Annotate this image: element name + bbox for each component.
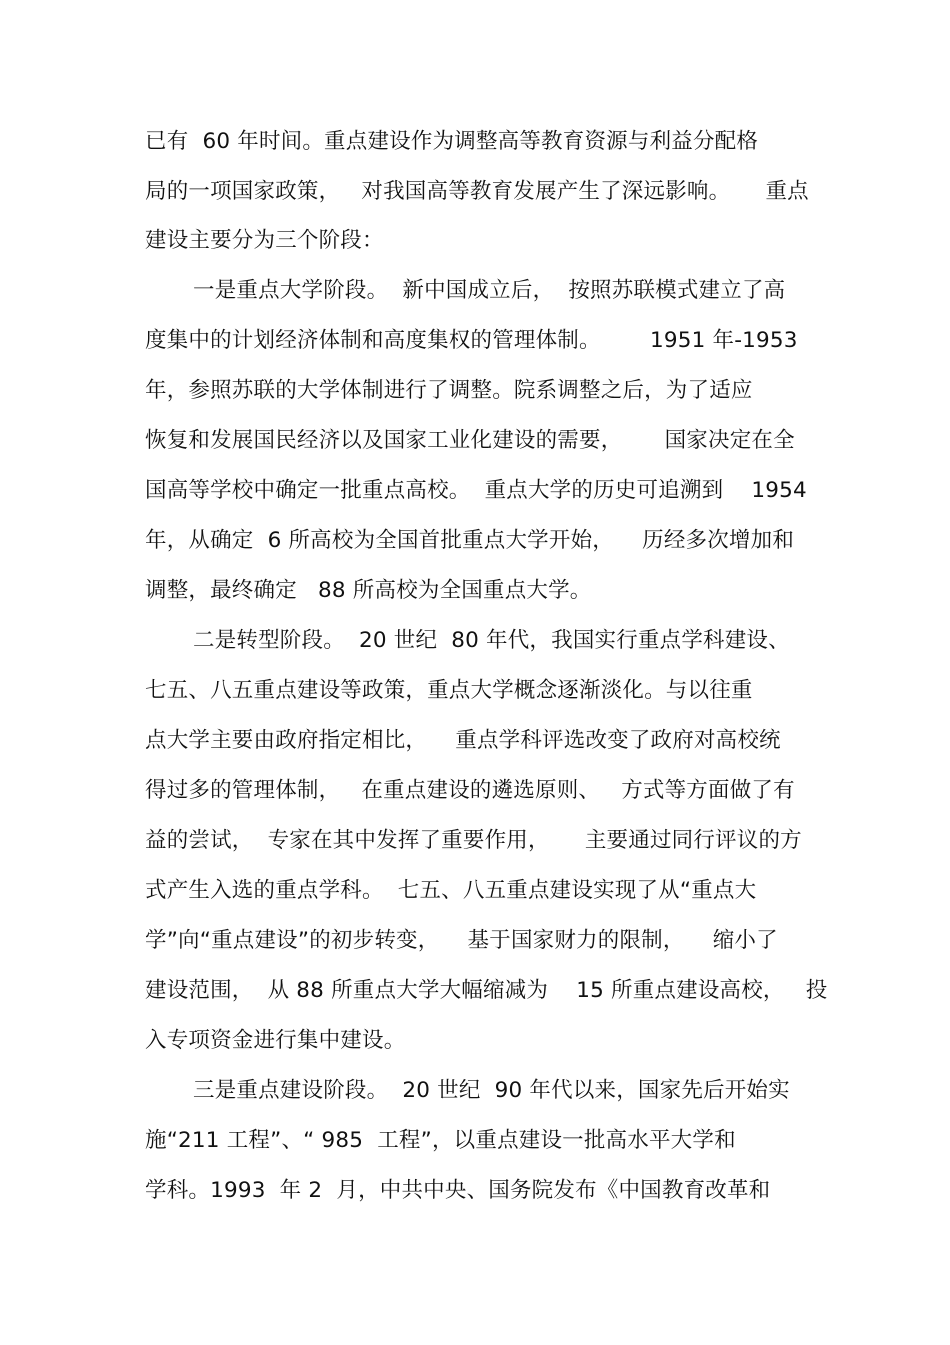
text-line: 七五、八五重点建设等政策，重点大学概念逐渐淡化。与以往重 — [145, 678, 753, 703]
text-line: 年，参照苏联的大学体制进行了调整。院系调整之后，为了适应 — [145, 378, 753, 403]
paragraph-start-line: 二是转型阶段。 20 世纪 80 年代，我国实行重点学科建设、 — [193, 628, 790, 653]
text-line: 施“211 工程”、“ 985 工程”，以重点建设一批高水平大学和 — [145, 1128, 736, 1153]
text-line: 学科。1993 年 2 月，中共中央、国务院发布《中国教育改革和 — [145, 1178, 771, 1203]
text-line: 国高等学校中确定一批重点高校。 重点大学的历史可追溯到 1954 — [145, 478, 807, 503]
text-line: 学”向“重点建设”的初步转变， 基于国家财力的限制， 缩小了 — [145, 928, 778, 953]
text-line: 已有 60 年时间。重点建设作为调整高等教育资源与利益分配格 — [145, 129, 759, 154]
text-line: 入专项资金进行集中建设。 — [145, 1028, 406, 1053]
text-line: 年，从确定 6 所高校为全国首批重点大学开始， 历经多次增加和 — [145, 528, 795, 553]
text-line: 度集中的计划经济体制和高度集权的管理体制。 1951 年-1953 — [145, 328, 798, 353]
text-line: 建设主要分为三个阶段： — [145, 228, 384, 253]
text-line: 得过多的管理体制， 在重点建设的遴选原则、 方式等方面做了有 — [145, 778, 795, 803]
text-line: 益的尝试， 专家在其中发挥了重要作用， 主要通过同行评议的方 — [145, 828, 802, 853]
paragraph-start-line: 一是重点大学阶段。 新中国成立后， 按照苏联模式建立了高 — [193, 278, 786, 303]
text-line: 局的一项国家政策， 对我国高等教育发展产生了深远影响。 重点 — [145, 179, 809, 204]
paragraph-start-line: 三是重点建设阶段。 20 世纪 90 年代以来，国家先后开始实 — [193, 1078, 790, 1103]
text-line: 调整，最终确定 88 所高校为全国重点大学。 — [145, 578, 592, 603]
text-line: 建设范围， 从 88 所重点大学大幅缩减为 15 所重点建设高校， 投 — [145, 978, 828, 1003]
text-line: 点大学主要由政府指定相比， 重点学科评选改变了政府对高校统 — [145, 728, 781, 753]
text-line: 恢复和发展国民经济以及国家工业化建设的需要， 国家决定在全 — [145, 428, 795, 453]
text-line: 式产生入选的重点学科。 七五、八五重点建设实现了从“重点大 — [145, 878, 757, 903]
